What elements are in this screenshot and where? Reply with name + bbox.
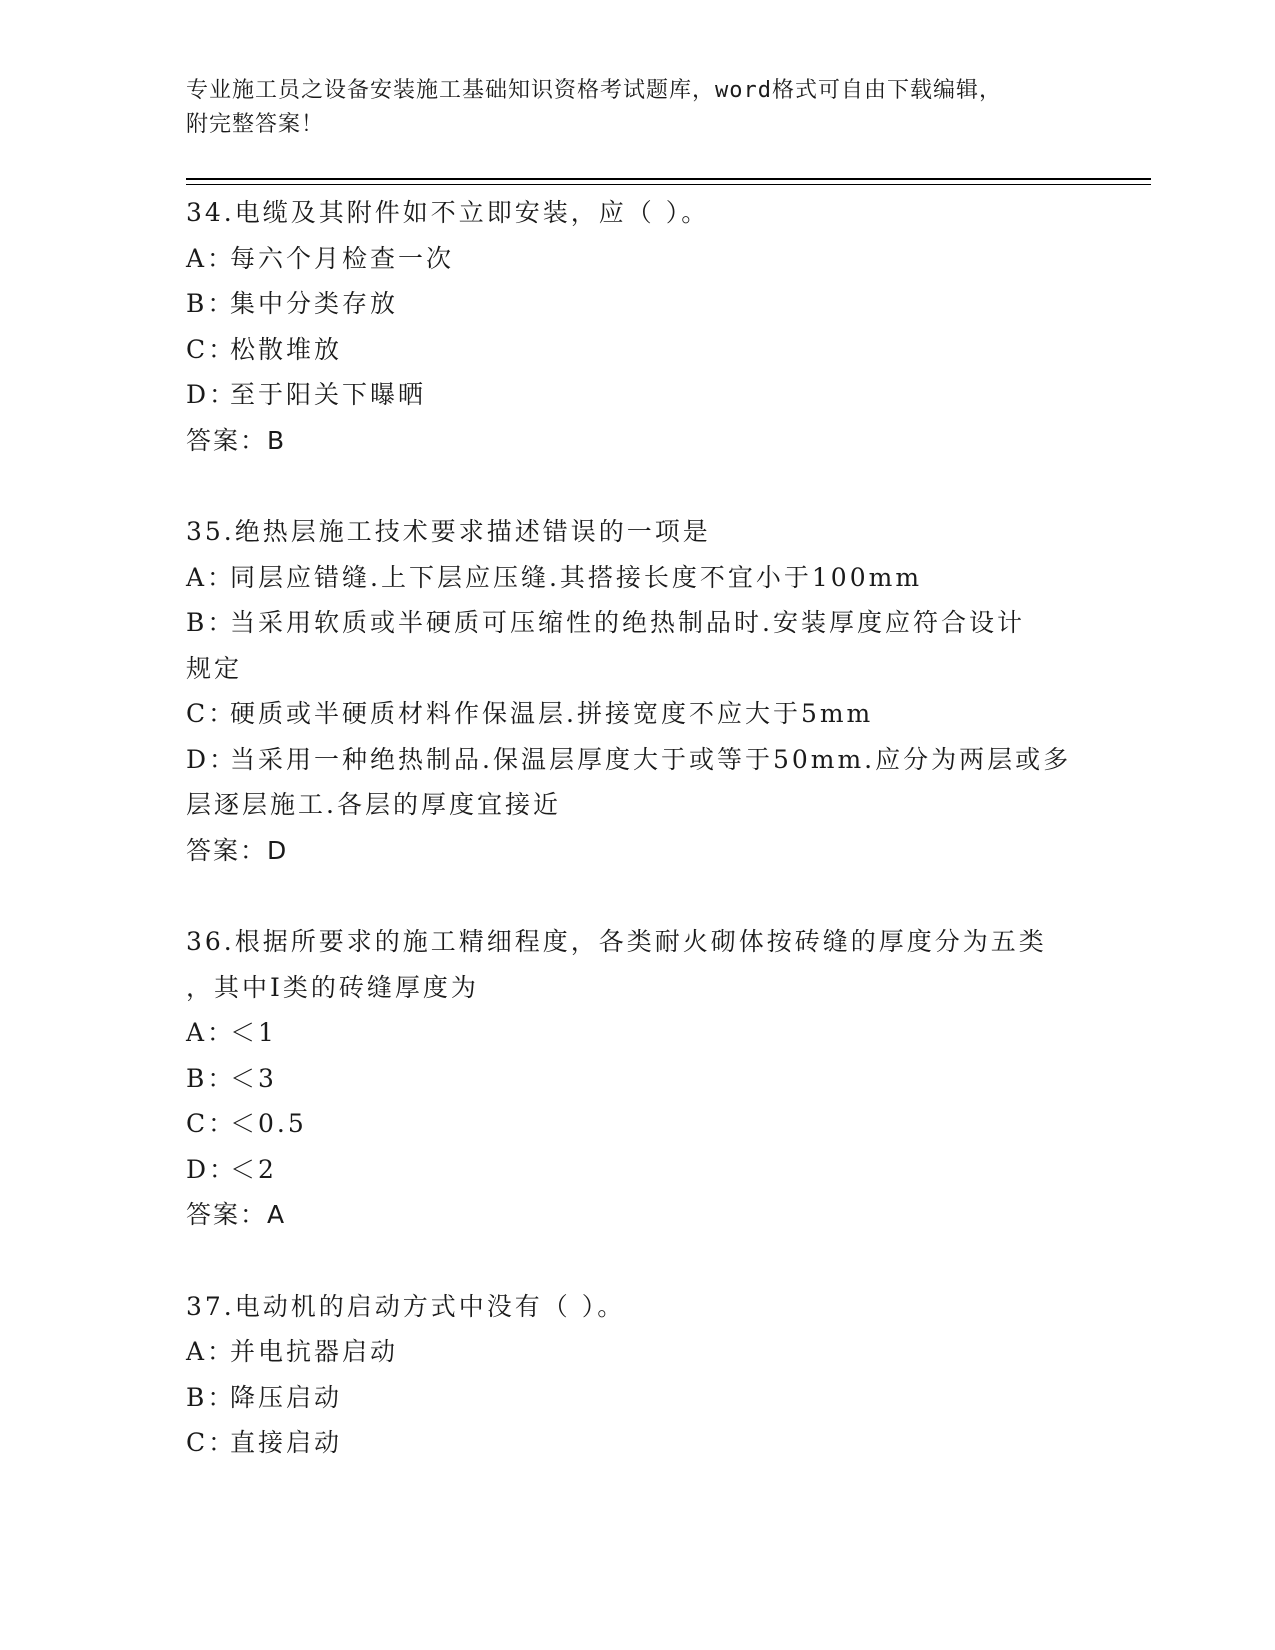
option-line [186, 1101, 1086, 1147]
option-line [186, 737, 1086, 783]
option-line [186, 327, 1086, 373]
question-stem: 35.绝热层施工技术要求描述错误的一项是 [186, 517, 711, 546]
option-key: A： [186, 562, 236, 592]
option-text: 规定 [186, 653, 243, 683]
question-gap [186, 463, 1086, 509]
option-text: 同层应错缝.上下层应压缝.其搭接长度不宜小于100mm [230, 562, 923, 592]
option-key: B： [186, 1382, 236, 1412]
header-line-2: 附完整答案！ [186, 112, 325, 137]
option-line [186, 691, 1086, 737]
option-text: 并电抗器启动 [230, 1337, 399, 1366]
option-line [186, 236, 1086, 282]
option-text: 每六个月检查一次 [230, 243, 455, 273]
option-line [186, 1375, 1086, 1421]
question-block [186, 190, 1086, 463]
option-text: 至于阳关下曝晒 [230, 380, 427, 409]
option-text: ＜2 [230, 1154, 277, 1184]
option-key: C： [186, 1428, 237, 1457]
option-key: B： [186, 608, 236, 637]
option-text: 硬质或半硬质材料作保温层.拼接宽度不应大于5mm [230, 699, 874, 728]
option-text: 直接启动 [230, 1428, 343, 1457]
question-block [186, 1284, 1086, 1466]
header-line-1: 专业施工员之设备安装施工基础知识资格考试题库，word格式可自由下载编辑， [186, 78, 1002, 103]
option-key: B： [186, 289, 236, 318]
question-block [186, 509, 1086, 873]
option-key: A： [186, 1018, 236, 1047]
option-text: 层逐层施工.各层的厚度宜接近 [186, 790, 561, 819]
option-key: A： [186, 1337, 236, 1366]
option-key: B： [186, 1063, 236, 1093]
option-text: 当采用软质或半硬质可压缩性的绝热制品时.安装厚度应符合设计 [230, 608, 1025, 637]
option-line [186, 281, 1086, 327]
option-line [186, 1329, 1086, 1375]
option-line [186, 1420, 1086, 1466]
option-text: ＜0.5 [230, 1109, 307, 1138]
option-line [186, 646, 1086, 692]
answer-line: 答案：A [186, 1200, 287, 1229]
option-text: 集中分类存放 [230, 289, 399, 318]
option-text: ＜1 [230, 1018, 277, 1047]
option-line [186, 600, 1086, 646]
question-gap [186, 873, 1086, 919]
option-line [186, 1147, 1086, 1193]
option-key: C： [186, 699, 237, 728]
option-key: D： [186, 744, 238, 774]
question-list [186, 190, 1086, 1466]
option-text: 当采用一种绝热制品.保温层厚度大于或等于50mm.应分为两层或多 [230, 744, 1072, 774]
option-line [186, 372, 1086, 418]
question-block [186, 919, 1086, 1238]
question-stem: 36.根据所要求的施工精细程度，各类耐火砌体按砖缝的厚度分为五类 [186, 927, 1047, 956]
option-key: D： [186, 380, 238, 409]
option-key: C： [186, 334, 237, 364]
header-rule-thin [186, 184, 1151, 185]
document-header [186, 74, 1086, 142]
option-text: ＜3 [230, 1063, 277, 1093]
option-key: C： [186, 1109, 237, 1138]
question-stem: 34.电缆及其附件如不立即安装，应（ ）。 [186, 198, 710, 227]
header-rule-thick [186, 178, 1151, 180]
answer-line: 答案：D [186, 835, 289, 865]
option-line [186, 555, 1086, 601]
option-key: A： [186, 243, 236, 273]
answer-line: 答案：B [186, 425, 287, 455]
question-stem: ，其中Ⅰ类的砖缝厚度为 [186, 972, 479, 1002]
option-text: 降压启动 [230, 1382, 343, 1412]
option-line [186, 782, 1086, 828]
option-key: D： [186, 1154, 238, 1184]
question-gap [186, 1238, 1086, 1284]
option-text: 松散堆放 [230, 334, 343, 364]
question-stem: 37.电动机的启动方式中没有（ ）。 [186, 1291, 626, 1321]
option-line [186, 1056, 1086, 1102]
option-line [186, 1010, 1086, 1056]
